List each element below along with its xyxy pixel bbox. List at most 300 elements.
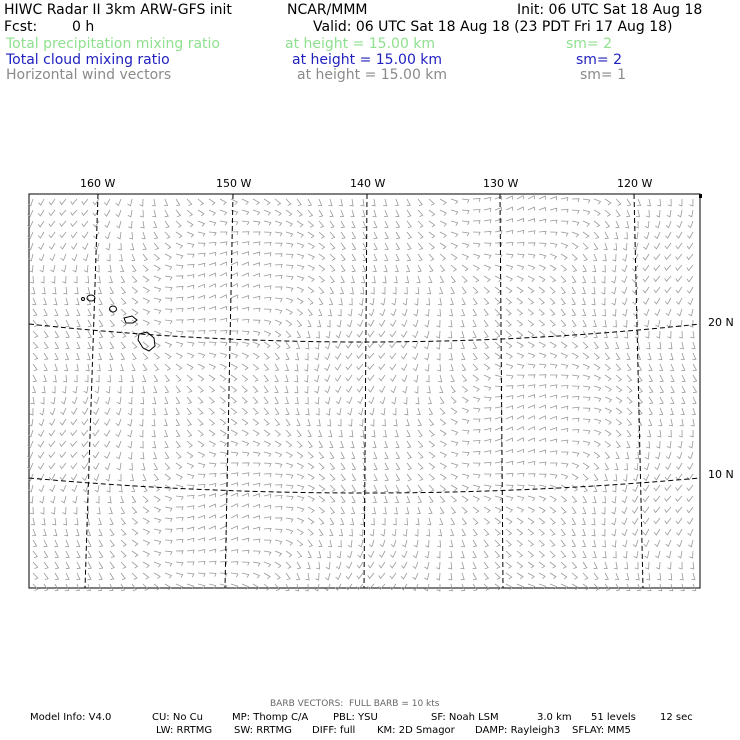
wind-barb [39,254,44,261]
wind-barb [297,419,300,426]
wind-barb [539,474,546,478]
wind-barb [176,286,183,289]
wind-barb [129,463,132,470]
wind-barb [347,397,352,404]
wind-barb [110,298,114,305]
wind-barb [583,452,589,457]
wind-barb [116,221,121,228]
wind-barb [643,298,649,304]
wind-barb [550,220,557,223]
wind-barb [539,438,546,442]
wind-barb [286,496,293,500]
wind-barb [307,331,311,338]
wind-barb [484,439,491,442]
wind-barb [337,408,341,415]
wind-barb [253,408,258,415]
wind-barb [654,287,660,293]
wind-barb [264,408,269,415]
wind-barb [198,430,203,436]
wind-barb [462,441,469,445]
wind-barb [616,441,620,448]
wind-barb [220,342,227,346]
wind-barb [402,309,407,316]
wind-barb [264,494,271,498]
wind-barb [382,419,385,426]
wind-barb [253,562,260,566]
wind-barb [330,265,335,272]
wind-barb [346,342,352,348]
wind-barb [604,474,608,481]
wind-barb [209,252,216,256]
wind-barb [96,375,99,382]
wind-barb [198,484,205,487]
wind-barb [42,287,45,294]
wind-barb [76,298,80,305]
wind-barb [473,419,480,422]
wind-barb [253,463,260,466]
wind-barb [253,252,260,256]
wind-barb [429,474,434,480]
wind-barb [106,243,110,250]
wind-barb [594,353,599,359]
wind-barb [429,463,435,469]
wind-barb [374,463,378,470]
wind-barb [231,386,236,392]
wind-barb [687,485,693,491]
wind-barb [658,584,662,591]
wind-barb [517,309,522,315]
wind-barb [407,430,411,437]
wind-barb [692,353,696,360]
wind-barb [152,210,156,217]
wind-barb [390,584,396,590]
wind-barb [613,243,616,250]
wind-barb [680,419,683,426]
wind-barb [42,386,45,393]
wind-barb [253,296,260,300]
wind-barb [383,507,387,514]
wind-barb [129,397,133,404]
wind-barb [561,396,568,399]
wind-barb [451,441,458,446]
wind-barb [528,507,534,513]
wind-barb [404,287,407,294]
wind-barb [110,584,113,591]
footer-levels: 51 levels [591,712,636,723]
wind-barb [624,331,628,338]
wind-barb [109,353,113,360]
wind-barb [198,573,205,577]
wind-barb [473,320,476,327]
wind-barb [582,540,586,547]
wind-barb [495,298,500,304]
wind-barb [390,551,396,557]
wind-barb [339,529,343,536]
field-wind-sm: sm= 1 [580,67,627,83]
wind-barb [627,386,632,393]
wind-barb [687,518,693,524]
wind-barb [416,397,419,404]
wind-barb [220,284,227,287]
wind-barb [687,254,693,260]
wind-barb [41,397,44,404]
wind-barb [286,309,292,315]
wind-barb [54,540,57,547]
wind-barb [285,386,289,393]
wind-barb [140,210,143,217]
wind-barb [506,254,513,258]
wind-barb [336,397,341,404]
wind-barb [655,551,660,558]
wind-barb [656,562,660,569]
wind-barb [253,539,260,542]
wind-barb [676,298,682,304]
wind-barb [561,287,565,294]
wind-barb [242,562,249,566]
wind-barb [390,562,396,568]
wind-barb [429,199,434,205]
wind-barb [517,529,523,535]
wind-barb [340,210,344,217]
wind-barb [429,441,435,447]
wind-barb [390,342,396,348]
wind-barb [451,474,457,479]
wind-barb [33,364,37,371]
wind-barb [220,318,227,322]
wind-barb [209,210,215,216]
forecast-label: Fcst: [4,19,38,35]
wind-barb [231,331,238,334]
wind-barb [71,452,77,457]
wind-barb [275,495,282,498]
wind-barb [393,408,396,415]
wind-barb [429,265,433,272]
wind-barb [506,386,513,389]
wind-barb [374,232,377,239]
wind-barb [297,507,304,512]
wind-barb [319,496,325,502]
wind-barb [418,232,423,239]
wind-barb [358,309,363,316]
wind-barb [319,540,323,547]
wind-barb [484,208,491,212]
wind-barb [678,441,682,448]
wind-barb [154,232,158,239]
wind-barb [439,287,443,294]
wind-barb [451,375,455,382]
wind-barb [484,364,490,370]
wind-barb [517,449,524,453]
wind-barb [506,207,513,211]
wind-barb [368,551,374,557]
wind-barb [88,562,91,569]
wind-barb [165,496,172,501]
wind-barb [681,408,685,415]
wind-barb [44,353,48,360]
wind-barb [449,342,452,349]
wind-barb [379,320,385,326]
wind-barb [506,573,512,579]
wind-barb [622,265,627,272]
wind-barb [275,408,279,415]
wind-barb [528,450,535,454]
wind-barb [644,540,649,547]
wind-barb [528,219,535,223]
wind-barb [517,584,523,589]
wind-barb [306,408,310,415]
wind-barb [528,265,535,270]
wind-barb [76,309,80,316]
wind-barb [116,452,121,459]
wind-barb [368,562,374,568]
wind-barb [286,430,291,437]
wind-barb [405,408,408,415]
wind-barb [187,232,194,237]
wind-barb [220,573,227,577]
wind-barb [622,287,627,294]
wind-barb [152,441,156,448]
wind-barb [473,518,478,525]
wind-barb [622,254,627,261]
wind-barb [550,276,556,282]
wind-barb [275,397,278,404]
wind-barb [116,210,121,217]
wind-barb [329,298,333,305]
wind-barb [253,242,260,245]
wind-barb [517,230,524,234]
wind-barb [187,550,194,554]
wind-barb [627,408,632,415]
wind-barb [318,430,322,437]
wind-barb [561,573,567,579]
wind-barb [473,298,477,305]
wind-barb [140,397,143,404]
wind-barb [38,210,44,216]
wind-barb [41,276,44,283]
wind-barb [295,353,299,360]
wind-barb [104,210,110,216]
wind-barb [49,221,55,227]
wind-barb [308,463,314,469]
wind-barb [605,573,608,580]
wind-barb [379,551,385,557]
wind-barb [121,507,125,514]
wind-barb [361,276,365,283]
lon-label-150w: 150 W [216,177,252,190]
wind-barb [449,353,453,360]
wind-barb [108,265,112,272]
wind-barb [655,540,660,546]
wind-barb [176,408,179,415]
wind-barb [627,364,631,371]
wind-barb [198,274,205,278]
wind-barb [61,408,67,414]
wind-barb [391,309,396,316]
wind-barb [646,331,650,338]
wind-barb [484,220,491,224]
wind-barb [517,438,524,442]
wind-barb [691,331,695,338]
wind-barb [336,562,341,569]
wind-barb [473,254,480,259]
wind-barb [462,419,469,424]
wind-barb [396,452,400,459]
wind-barb [437,551,440,558]
wind-barb [506,196,513,200]
wind-barb [665,276,671,281]
wind-barb [65,540,69,547]
wind-barb [209,408,214,414]
wind-barb [116,199,121,206]
wind-barb [357,364,363,369]
wind-barb [120,265,124,272]
wind-barb [484,529,489,536]
wind-barb [187,285,194,289]
wind-barb [654,276,660,281]
wind-barb [264,320,271,325]
wind-barb [484,265,491,270]
wind-barb [308,221,313,227]
wind-barb [634,463,638,470]
wind-barb [407,232,411,239]
wind-barb [143,562,149,568]
wind-barb [379,562,385,568]
wind-barb [561,385,568,388]
wind-barb [561,452,568,455]
wind-barb [361,199,365,206]
wind-barb [676,287,682,293]
wind-barb [437,364,440,371]
wind-barb [231,419,237,425]
wind-barb [44,551,48,558]
wind-barb [655,320,660,327]
wind-barb [65,353,69,360]
wind-barb [528,474,535,477]
wind-barb [368,375,374,381]
forecast-value: 0 h [72,19,95,35]
wind-barb [130,375,134,382]
wind-barb [154,375,158,382]
wind-barb [330,496,335,503]
wind-barb [231,483,238,487]
wind-barb [352,265,356,272]
wind-barb [231,210,238,215]
wind-barb [614,232,618,239]
wind-barb [231,273,238,277]
wind-barb [676,496,682,501]
wind-barb [582,309,586,316]
wind-barb [484,231,491,234]
wind-barb [108,496,111,503]
wind-barb [528,405,535,409]
wind-barb [643,518,649,524]
wind-barb [385,221,388,228]
wind-barb [132,287,137,293]
wind-barb [176,562,183,566]
wind-barb [506,461,513,465]
wind-barb [371,518,374,525]
wind-barb [220,452,227,456]
wind-barb [82,199,88,204]
wind-barb [338,419,341,426]
wind-barb [473,584,477,591]
wind-barb [154,573,160,579]
wind-barb [473,496,479,502]
wind-barb [649,375,653,382]
wind-barb [253,452,260,456]
wind-barb [396,474,400,481]
wind-barb [264,263,271,267]
wind-barb [96,265,99,272]
wind-barb [461,320,465,327]
wind-barb [242,331,249,335]
wind-barb [461,584,465,591]
wind-barb [176,232,182,238]
wind-barb [517,276,523,282]
wind-barb [605,364,610,370]
wind-barb [625,221,629,228]
wind-barb [654,485,660,491]
wind-barb [209,504,216,508]
wind-barb [52,276,56,283]
wind-barb [76,540,80,547]
wind-barb [61,254,66,261]
wind-barb [198,319,205,323]
wind-barb [286,342,290,349]
wind-barb [448,562,452,569]
wind-barb [341,485,345,492]
wind-barb [187,485,194,489]
wind-barb [242,221,249,225]
wind-barb [264,430,270,436]
wind-barb [74,507,78,514]
wind-barb [517,375,524,379]
wind-barb [665,474,671,480]
wind-barb [528,416,535,420]
wind-barb [561,309,565,316]
wind-barb [550,232,557,236]
wind-barb [583,232,589,238]
wind-barb [286,463,293,468]
wind-barb [128,419,132,426]
wind-barb [484,507,490,513]
wind-barb [550,265,556,271]
wind-barb [654,529,660,535]
wind-barb [30,276,33,283]
wind-barb [359,298,363,305]
wind-barb [110,342,114,349]
wind-barb [132,584,136,591]
wind-barb [286,276,293,280]
wind-barb [60,463,66,469]
wind-barb [451,221,458,226]
wind-barb [231,319,238,323]
wind-barb [605,441,610,447]
wind-barb [275,562,281,568]
wind-barb [165,562,172,567]
wind-barb [143,276,149,282]
wind-barb [73,265,77,272]
wind-barb [176,551,183,554]
wind-barb [198,221,205,226]
wind-barb [153,452,156,459]
wind-barb [286,210,292,216]
wind-barb [370,529,374,536]
wind-barb [539,385,546,389]
wind-barb [253,527,260,531]
wind-barb [561,243,568,248]
wind-barb [517,485,524,489]
